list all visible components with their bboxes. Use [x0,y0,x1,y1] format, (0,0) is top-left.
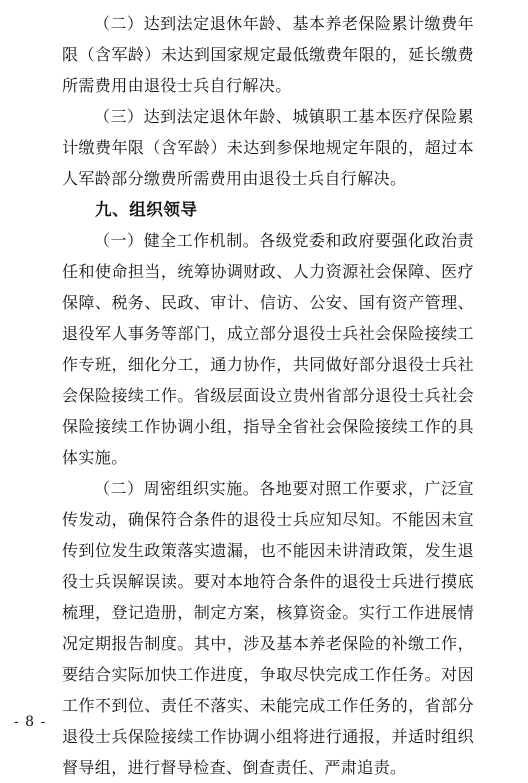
paragraph-9-2-lead: （二）周密组织实施。 [94,479,260,498]
page-number: - 8 - [14,714,47,730]
paragraph-9-2-body: 各地要对照工作要求，广泛宣传发动，确保符合条件的退役士兵应知尽知。不能因未宣传到位发生政策落实遗漏，也不能因未讲清政策，发生退役士兵误解误读。要对本地符合条件的退役士兵进行摸底梳理，登记造册，制定方案，核算资金。实行工作进展情况定期报告制度。其中，涉及基本养老保险的补缴工作，要结合实际加快工作进度，争取尽快完成工作任务。对因工作不到位、责任不落实、未能完成工作任务的，省部分退役士兵保险接续工作协调小组将进行通报，并适时组织督导组，进行督导检查、倒查责任、严肃追责。 [62,479,474,777]
section-heading: 九、组织领导 [95,200,198,219]
paragraph-9-2 [62,473,474,783]
paragraph-9-1 [62,225,474,473]
paragraph-2-2: （二）达到法定退休年龄、基本养老保险累计缴费年限（含军龄）未达到国家规定最低缴费年限的，延长缴费所需费用由退役士兵自行解决。 [62,14,474,95]
paragraph-9-1-lead: （一）健全工作机制。 [94,231,260,250]
paragraph-2-3: （三）达到法定退休年龄、城镇职工基本医疗保险累计缴费年限（含军龄）未达到参保地规定年限的，超过本人军龄部分缴费所需费用由退役士兵自行解决。 [62,107,474,188]
paragraph-9-1-body: 各级党委和政府要强化政治责任和使命担当，统筹协调财政、人力资源社会保障、医疗保障、税务、民政、审计、信访、公安、国有资产管理、退役军人事务等部门，成立部分退役士兵社会保险接续工作专班，细化分工，通力协作，共同做好部分退役士兵社会保险接续工作。省级层面设立贵州省部分退役士兵社会保险接续工作协调小组，指导全省社会保险接续工作的具体实施。 [62,231,474,467]
